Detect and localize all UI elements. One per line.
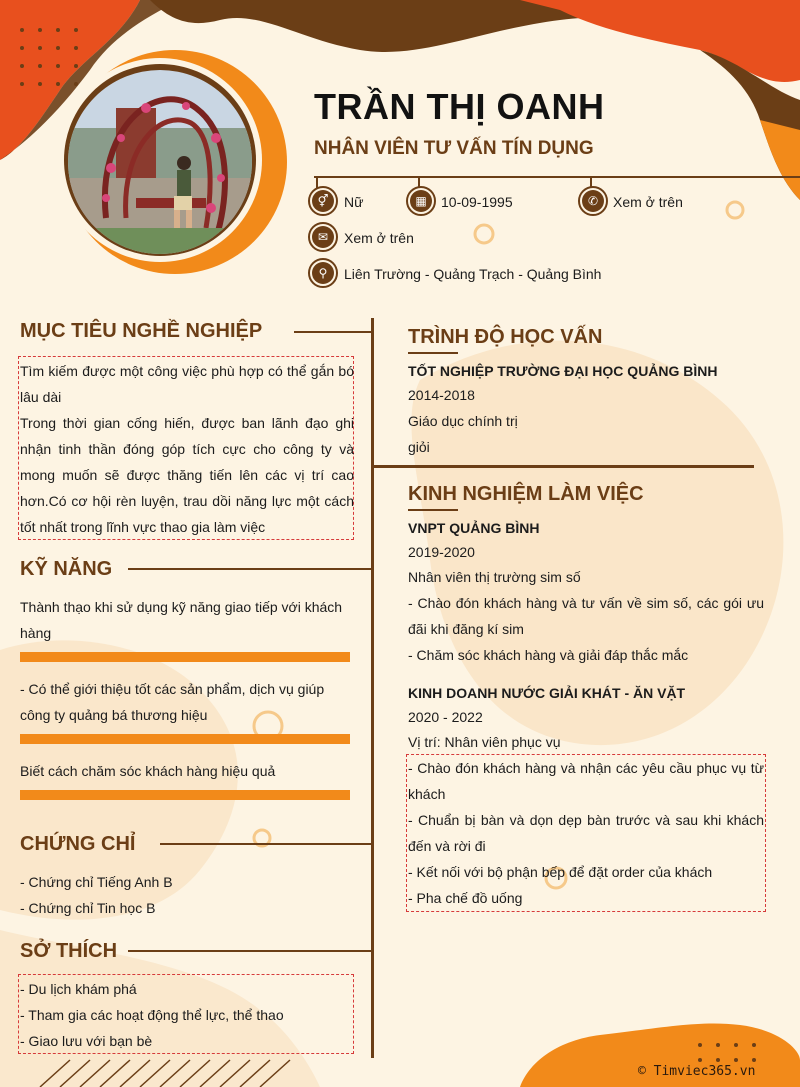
job-company: KINH DOANH NƯỚC GIẢI KHÁT - ĂN VẶT	[408, 685, 686, 701]
section-divider	[372, 465, 754, 468]
job-duty: - Kết nối với bộ phận bếp để đặt order của khách	[408, 864, 713, 880]
job-period: 2020 - 2022	[408, 709, 483, 725]
experience-heading-underline	[408, 509, 458, 511]
certificates-heading-line	[160, 843, 372, 845]
job-duty: - Chuẩn bị bàn và dọn dẹp bàn trước và sau khi khách đến và rời đi	[408, 812, 764, 854]
skill-bar	[20, 734, 350, 744]
hobby-item: - Tham gia các hoạt động thể lực, thể thao	[20, 1007, 284, 1023]
email-icon: ✉	[308, 222, 338, 252]
header-divider	[314, 176, 800, 178]
skill-bar	[20, 790, 350, 800]
job-duty: - Chăm sóc khách hàng và giải đáp thắc mắc	[408, 647, 689, 663]
hobby-item: - Du lịch khám phá	[20, 981, 137, 997]
job-duty: - Pha chế đồ uống	[408, 890, 523, 906]
job-title: NHÂN VIÊN TƯ VẤN TÍN DỤNG	[314, 138, 594, 159]
phone-value: Xem ở trên	[613, 194, 683, 210]
objective-heading: MỤC TIÊU NGHỀ NGHIỆP	[20, 320, 263, 342]
birthdate-value: 10-09-1995	[441, 194, 513, 210]
job-role: Vị trí: Nhân viên phục vụ	[408, 734, 561, 750]
education-heading-underline	[408, 352, 458, 354]
skill-text: Thành thạo khi sử dụng kỹ năng giao tiếp với khách hàng	[20, 599, 343, 641]
location-icon: ⚲	[308, 258, 338, 288]
skills-heading: KỸ NĂNG	[20, 558, 113, 580]
job-duty: - Chào đón khách hàng và tư vấn về sim số, các gói ưu đãi khi đăng kí sim	[408, 595, 764, 637]
gender-value: Nữ	[344, 194, 364, 210]
education-years: 2014-2018	[408, 387, 475, 403]
hobby-item: - Giao lưu với bạn bè	[20, 1033, 153, 1049]
hobbies-heading-line	[128, 950, 372, 952]
gender-icon: ⚥	[308, 186, 338, 216]
experience-heading: KINH NGHIỆM LÀM VIỆC	[408, 483, 644, 505]
job-company: VNPT QUẢNG BÌNH	[408, 520, 540, 536]
objective-heading-line	[294, 331, 372, 333]
skill-bar	[20, 652, 350, 662]
candidate-name: TRẦN THỊ OANH	[314, 86, 605, 127]
education-major: Giáo dục chính trị	[408, 413, 518, 429]
column-divider	[371, 318, 374, 1058]
calendar-icon: ▦	[406, 186, 436, 216]
job-period: 2019-2020	[408, 544, 475, 560]
objective-text-2: Trong thời gian cống hiến, được ban lãnh đạo ghi nhận tinh thần đóng góp tích cực cho công ty và mong muốn sẽ được thăng tiến lên các vị trí cao hơn.Có cơ hội rèn luyện, trau dồi năng lực một cách tốt nhất trong lĩnh vực thao gia làm việc	[20, 415, 354, 535]
objective-text-1: Tìm kiếm được một công việc phù hợp có thể gắn bó lâu dài	[20, 363, 354, 405]
watermark: © Timviec365.vn	[638, 1064, 756, 1079]
job-role: Nhân viên thị trường sim số	[408, 569, 581, 585]
education-school: TỐT NGHIỆP TRƯỜNG ĐẠI HỌC QUẢNG BÌNH	[408, 363, 718, 379]
certificate-item: - Chứng chỉ Tiếng Anh B	[20, 874, 173, 890]
education-grade: giỏi	[408, 439, 430, 455]
avatar	[66, 68, 254, 256]
skill-text: Biết cách chăm sóc khách hàng hiệu quả	[20, 763, 276, 779]
skill-text: - Có thể giới thiệu tốt các sản phẩm, dịch vụ giúp công ty quảng bá thương hiệu	[20, 681, 325, 723]
job-duty: - Chào đón khách hàng và nhận các yêu cầu phục vụ từ khách	[408, 760, 764, 802]
address-value: Liên Trường - Quảng Trạch - Quảng Bình	[344, 266, 602, 282]
certificates-heading: CHỨNG CHỈ	[20, 833, 136, 855]
email-value: Xem ở trên	[344, 230, 414, 246]
hobbies-heading: SỞ THÍCH	[20, 940, 118, 962]
skills-heading-line	[128, 568, 372, 570]
certificate-item: - Chứng chỉ Tin học B	[20, 900, 156, 916]
phone-icon: ✆	[578, 186, 608, 216]
education-heading: TRÌNH ĐỘ HỌC VẤN	[408, 326, 603, 348]
